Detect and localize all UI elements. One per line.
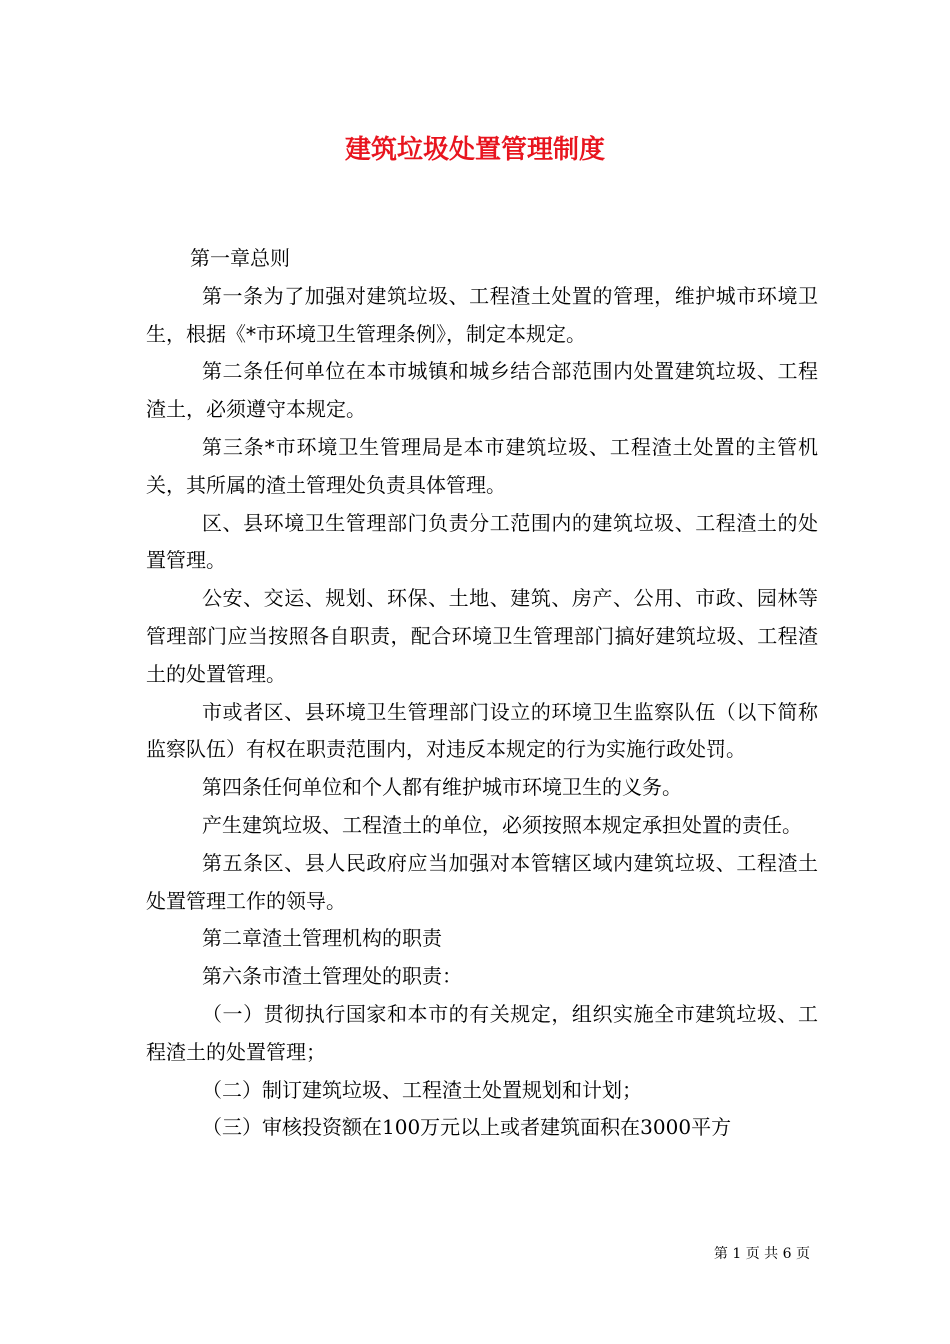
article-paragraph: 产生建筑垃圾、工程渣土的单位，必须按照本规定承担处置的责任。	[202, 812, 802, 837]
page-footer: 第 1 页 共 6 页	[713, 1246, 810, 1262]
list-item: （三）审核投资额在100万元以上或者建筑面积在3000平方	[202, 1115, 732, 1140]
chapter-heading: 第二章渣土管理机构的职责	[202, 926, 442, 951]
article-paragraph: 第三条*市环境卫生管理局是本市建筑垃圾、工程渣土处置的主管机关，其所属的渣土管理处负责具体管理。	[146, 434, 818, 497]
list-item: （二）制订建筑垃圾、工程渣土处置规划和计划；	[202, 1077, 642, 1102]
article-paragraph: 市或者区、县环境卫生管理部门设立的环境卫生监察队伍（以下简称监察队伍）有权在职责范围内，对违反本规定的行为实施行政处罚。	[146, 699, 818, 762]
list-item: （一）贯彻执行国家和本市的有关规定，组织实施全市建筑垃圾、工程渣土的处置管理；	[146, 1001, 818, 1064]
article-paragraph: 第五条区、县人民政府应当加强对本管辖区域内建筑垃圾、工程渣土处置管理工作的领导。	[146, 850, 818, 913]
document-title: 建筑垃圾处置管理制度	[344, 135, 605, 165]
article-paragraph: 第四条任何单位和个人都有维护城市环境卫生的义务。	[202, 775, 682, 800]
document-body	[146, 240, 818, 1147]
article-paragraph: 第二条任何单位在本市城镇和城乡结合部范围内处置建筑垃圾、工程渣土，必须遵守本规定。	[146, 359, 818, 422]
article-paragraph: 区、县环境卫生管理部门负责分工范围内的建筑垃圾、工程渣土的处置管理。	[146, 510, 818, 573]
article-paragraph: 第六条市渣土管理处的职责：	[202, 964, 462, 989]
article-paragraph: 第一条为了加强对建筑垃圾、工程渣土处置的管理，维护城市环境卫生，根据《*市环境卫生管理条例》，制定本规定。	[146, 283, 818, 346]
article-paragraph: 公安、交运、规划、环保、土地、建筑、房产、公用、市政、园林等管理部门应当按照各自职责，配合环境卫生管理部门搞好建筑垃圾、工程渣土的处置管理。	[146, 586, 818, 686]
chapter-heading: 第一章总则	[190, 246, 290, 270]
